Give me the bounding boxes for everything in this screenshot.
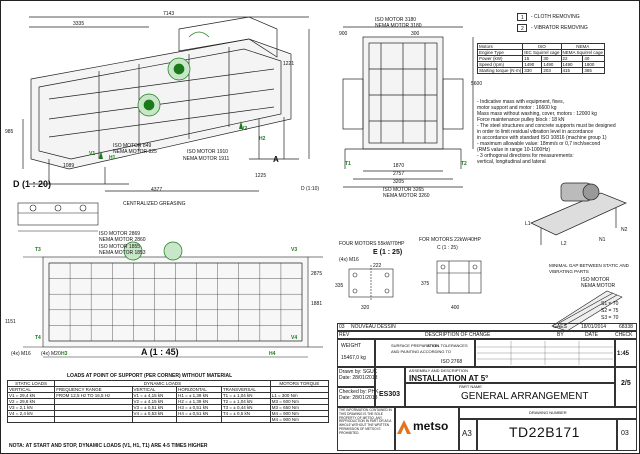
nema-1911: NEMA MOTOR 1911 xyxy=(183,156,230,162)
rev-desc-h: DESCRIPTION OF CHANGE xyxy=(425,332,491,338)
checked-by: Checked by: PHK xyxy=(339,389,379,395)
gap-s3: S3 = 70 xyxy=(601,315,619,321)
weight-label: WEIGHT xyxy=(341,343,361,349)
legend-vibrator-num: 2 xyxy=(517,24,527,32)
iso-1910: ISO MOTOR 1910 xyxy=(187,149,229,155)
es-code: ES303 xyxy=(379,391,401,398)
dim-end-top2: 300 xyxy=(411,31,420,37)
weight-value: 15467,0 kg xyxy=(341,355,366,361)
label-h3: H3 xyxy=(61,351,68,357)
iso-top-right: ISO MOTOR 3180 xyxy=(375,17,417,23)
detail-e-drawing xyxy=(341,265,401,305)
motors-table: Motors ISO NEMA Engine Type IEC Squirrel cage NEMA Squirrel cage Power (kW) 15 30 22 40 Speed (rpm) 1490 1490 1490 1800 Starting torque (N·m) 330 203 415 365 xyxy=(479,44,604,73)
detail-e-m16: (4x) M16 xyxy=(339,257,359,263)
iso-1855: ISO MOTOR 1855 xyxy=(99,244,141,250)
motors-title: Motors xyxy=(478,44,523,50)
table-row: V1 = 29,4 kN FROM 12,5 Hz TO 16,5 Hz V1 = ± 4,15 kN H1 = ± 1,39 kN T1 = ± 1,04 kN L1 = 300 Nm xyxy=(8,393,329,399)
iso-code: ISO 2768 xyxy=(441,359,463,365)
detail-e-title: E (1 : 25) xyxy=(373,249,403,256)
loads-note: NOTA: AT START AND STOP, DYNAMIC LOADS (V1, H1, T1) ARE 4-5 TIMES HIGHER xyxy=(9,443,208,449)
label-l2: L2 xyxy=(561,241,567,247)
drawn-by: Drawn by: SGUK xyxy=(339,369,378,375)
dim-2875: 2875 xyxy=(311,271,323,277)
dim-inner: 3335 xyxy=(73,21,85,27)
part-label: PART NAME xyxy=(459,384,482,389)
label-t1: T1 xyxy=(345,161,351,167)
sheet-no: 03 xyxy=(621,430,629,437)
rev-date-h: DATE xyxy=(585,332,598,338)
gap-nema-motor: NEMA MOTOR xyxy=(581,283,616,289)
dim-1151: 1151 xyxy=(5,319,16,325)
sheet-value: 2/5 xyxy=(621,380,631,387)
label-h2: H2 xyxy=(259,136,266,142)
legend-cloth: - CLOTH REMOVING xyxy=(531,14,580,20)
detail-c-title: C (1 : 25) xyxy=(437,245,458,251)
nema-825: NEMA MOTOR 825 xyxy=(113,149,157,155)
label-t3: T3 xyxy=(35,247,41,253)
gap-iso-motor: ISO MOTOR xyxy=(581,277,610,283)
dim-end-w3: 3205 xyxy=(393,179,405,185)
disclaimer: THE INFORMATION CONTAINED IN THIS DRAWING IS THE SOLE PROPERTY OF METSO. ANY REPRODUCTION IN PART OR AS A WHOLE WITHOUT THE WRITTEN PERMISSION OF METSO IS PROHIBITED. xyxy=(339,408,392,435)
label-h4: H4 xyxy=(269,351,276,357)
dim-320: 320 xyxy=(361,305,370,311)
nema-3260: NEMA MOTOR 3260 xyxy=(383,193,430,199)
drawing-no-label: DRAWING NUMBER xyxy=(529,410,567,415)
gap-note: MINIMAL GAP BETWEEN STATIC AND VIBRATING PARTS xyxy=(549,263,629,274)
label-v4: V4 xyxy=(291,335,298,341)
plan-m16: (4x) M16 xyxy=(11,351,31,357)
rev-rev-h: REV xyxy=(339,332,350,338)
dim-height-total: 5600 xyxy=(471,81,483,87)
end-view-drawing xyxy=(323,19,483,205)
table-row: M4 = 900 Nm xyxy=(8,417,329,423)
iso-849: ISO MOTOR 849 xyxy=(113,143,152,149)
drawing-no: TD22B171 xyxy=(509,424,580,440)
motor-isometric-drawing xyxy=(521,173,633,253)
part-value: GENERAL ARRANGEMENT xyxy=(461,391,589,402)
gap-s2: S2 = 75 xyxy=(601,308,619,314)
dim-end-w1: 1870 xyxy=(393,163,405,169)
nema-2860: NEMA MOTOR 2860 xyxy=(99,237,146,243)
dim-335: 335 xyxy=(335,283,344,289)
checked-date: Date: 28/01/2013 xyxy=(339,395,378,401)
iso-2869: ISO MOTOR 2869 xyxy=(99,231,141,237)
assembly-label: ASSEMBLY AND DESCRIPTION xyxy=(409,368,468,373)
label-t4: T4 xyxy=(35,335,41,341)
side-elevation-drawing xyxy=(9,9,324,199)
steel-tolerances: STEEL TOLERANCES xyxy=(427,343,468,348)
drawn-date: Date: 28/01/2013 xyxy=(339,375,378,381)
rev-number: 03 xyxy=(339,324,345,330)
rev-gaes: GAES xyxy=(553,324,567,330)
detail-c-drawing xyxy=(429,255,489,303)
dim-375: 375 xyxy=(421,281,430,287)
label-n2: N2 xyxy=(621,227,628,233)
label-v2: V2 xyxy=(241,126,248,132)
rev-date: 18/01/2014 xyxy=(581,324,607,330)
rev-num: 68338 xyxy=(619,324,633,330)
dim-end-w2: 2757 xyxy=(393,171,405,177)
greasing-label: CENTRALIZED GREASING xyxy=(123,201,186,207)
metso-logo: metso xyxy=(397,419,457,435)
format-value: A3 xyxy=(462,429,472,438)
four-motors-label: FOUR MOTORS 55kW/70HP xyxy=(339,241,405,247)
dim-left-base: 1089 xyxy=(63,163,75,169)
label-n1: N1 xyxy=(599,237,606,243)
dim-span: 4377 xyxy=(151,187,163,193)
detail-d-drawing xyxy=(13,193,103,238)
rev-check-h: CHECK xyxy=(615,332,633,338)
plan-m20: (4x) M20 xyxy=(41,351,61,357)
detail-d-title: D (1 : 20) xyxy=(13,179,52,189)
label-t2: T2 xyxy=(461,161,467,167)
legend-cloth-num: 1 xyxy=(517,13,527,21)
dim-1881: 1881 xyxy=(311,301,323,307)
label-v3: V3 xyxy=(291,247,298,253)
scale-value: 1:45 xyxy=(617,351,630,357)
dim-222: 222 xyxy=(373,263,382,269)
iso-3265: ISO MOTOR 3265 xyxy=(383,187,425,193)
rev-by-h: BY xyxy=(557,332,564,338)
assembly-value: INSTALLATION AT 5° xyxy=(409,374,489,383)
for-motors-label: FOR MOTORS 22kW/40HP xyxy=(419,237,481,243)
table-row: V2 = 29,8 kN V2 = ± 4,15 kN H2 = ± 1,39 kN T2 = ± 1,04 kN M3 = 600 Nm xyxy=(8,399,329,405)
dim-overall: 7143 xyxy=(163,11,175,17)
detail-d-small: D (1:10) xyxy=(301,186,320,192)
dim-left-height: 985 xyxy=(5,129,14,135)
legend-vibrator: - VIBRATOR REMOVING xyxy=(531,25,588,31)
dim-400: 400 xyxy=(451,305,460,311)
nema-1853: NEMA MOTOR 1853 xyxy=(99,250,146,256)
label-v1: V1 xyxy=(89,151,96,157)
tolerance-grid xyxy=(477,341,613,365)
dim-right-w: 1225 xyxy=(255,173,267,179)
table-row: V4 = 2,4 kN V4 = ± 0,53 kN H4 = ± 0,51 kN T4 = ± 0,5 kN M4 = 900 Nm xyxy=(8,411,329,417)
surface-prep: SURFACE PREPARATION xyxy=(391,343,440,348)
section-a-title: A (1 : 45) xyxy=(141,347,179,357)
rev-desc: NOUVEAU DESSIN xyxy=(351,324,396,330)
dim-right-h: 1221 xyxy=(283,61,295,67)
gap-s1: S1 = 70 xyxy=(601,301,619,307)
dim-end-top: 900 xyxy=(339,31,348,37)
label-l1: L1 xyxy=(525,221,531,227)
loads-title: LOADS AT POINT OF SUPPORT (PER CORNER) WITHOUT MATERIAL xyxy=(67,373,233,379)
drawing-sheet: 7143 3335 985 1089 4377 1221 1225 V1 H1 V2 H2 ISO MOTOR 849 NEMA MOTOR 825 ISO MOTOR 1910 NEMA MOTOR 1911 A ISO MOTOR 3180 NEMA MOTOR 3180 900 300 5600 1870 2757 3205 ISO MOTOR 3265 NEMA MOTOR 3260 T1 T2 1 - CLOTH REMOVING 2 - VIBRATOR REMOVING Motors ISO NEMA Engine Type IEC Squirrel cage NEMA Squirrel cage Power (kW) 15 30 22 40 Speed (rpm) 1490 1490 1490 1800 Starting torque (N·m) 330 203 415 365 - Indicative mass with equipment, fixes, motor support and motor : 16600 kg Mass mass without washing, cover, motors : 12000 kg Force maintenance pulley block : 18 kN - The steel structures and concrete supports must be designed in order to limit residual vibration level in accordance in accordance with standard ISO 10816 (machine group 1) - maximum allowable value: 18mm/s or 0,7 inch/second (RMS value in range 10-1000Hz) - 3 orthogonal directions for measurements: vertical, longitudinal and lateral L1 L2 N1 N2 MINIMAL GAP BETWEEN STATIC AND VIBRATING PARTS ISO MOTOR NEMA MOTOR S1 = 70 S2 = 75 S3 = 70 D (1 : 20) D (1:10) CENTRALIZED GREASING ISO MOTOR 2869 NEMA MOTOR 2860 ISO MOTOR 1855 NEMA MOTOR 1853 T3 T4 V3 V4 1151 2875 1881 (4x) M16 (4x) M20 H3 H4 A (1 : 45) FOUR MOTORS 55kW/70HP FOR MOTORS 22kW/40HP E (1 : 25) C (1 : 25) (4x) M16 222 335 320 400 375 LOADS AT POINT OF SUPPORT (PER CORNER) WITHOUT MATERIAL STATIC LOADS DYNAMIC LOADS MOTORS TORQUE VERTICAL FREQUENCY RANGE VERTICAL HORIZONTAL TRANSVERSAL V1 = 29,4 kN FROM 12,5 Hz TO 16,5 Hz V1 = ± 4,15 kN H1 = ± 1,39 kN T1 = ± 1,04 kN L1 = 300 Nm V2 = 29,8 kN V2 = ± 4,15 kN H2 = ± 1,39 kN T2 = ± 1,04 kN M3 = 600 Nm V3 = 2,1 kN V3 = ± 0,51 kN H3 = ± 0,51 kN T3 = ± 0,44 kN M3 = 650 Nm V4 = 2,4 kN V4 = ± 0,53 kN H4 = ± 0,51 kN T4 = ± 0,5 kN M4 = 900 Nm M4 = 900 Nm NOTA: AT START AND STOP, DYNAMIC LOADS (V1, H1, T1) ARE 4-5 TIMES HIGHER 03 NOUVEAU DESSIN GAES 18/01/2014 68338 REV DESCRIPTION OF CHANGE BY DATE CHECK WEIGHT 15467,0 kg Drawn by: SGUK Date: 28/01/2013 Checked by: PHK Date: 28/01/2013 SURFACE PREPARATION AND PAINTING ACCORDING TO STEEL TOLERANCES ISO 2768 ES303 1:45 ASSEMBLY AND DESCRIPTION INSTALLATION AT 5° 2/5 PART NAME GENERAL ARRANGEMENT THE INFORMATION CONTAINED IN THIS DRAWING IS THE SOLE PROPERTY OF METSO. ANY REPRODUCTION IN PART OR AS A WHOLE WITHOUT THE WRITTEN PERMISSION OF METSO IS PROHIBITED. metso DRAWING NUMBER A3 TD22B171 03 xyxy=(0,0,640,454)
label-h1: H1 xyxy=(109,155,116,161)
table-row: V3 = 2,1 kN V3 = ± 0,51 kN H3 = ± 0,51 kN T3 = ± 0,44 kN M3 = 650 Nm xyxy=(8,405,329,411)
paint-according: AND PAINTING ACCORDING TO xyxy=(391,349,452,354)
nema-top-right: NEMA MOTOR 3180 xyxy=(375,23,422,29)
section-arrow-a: A xyxy=(273,155,279,164)
